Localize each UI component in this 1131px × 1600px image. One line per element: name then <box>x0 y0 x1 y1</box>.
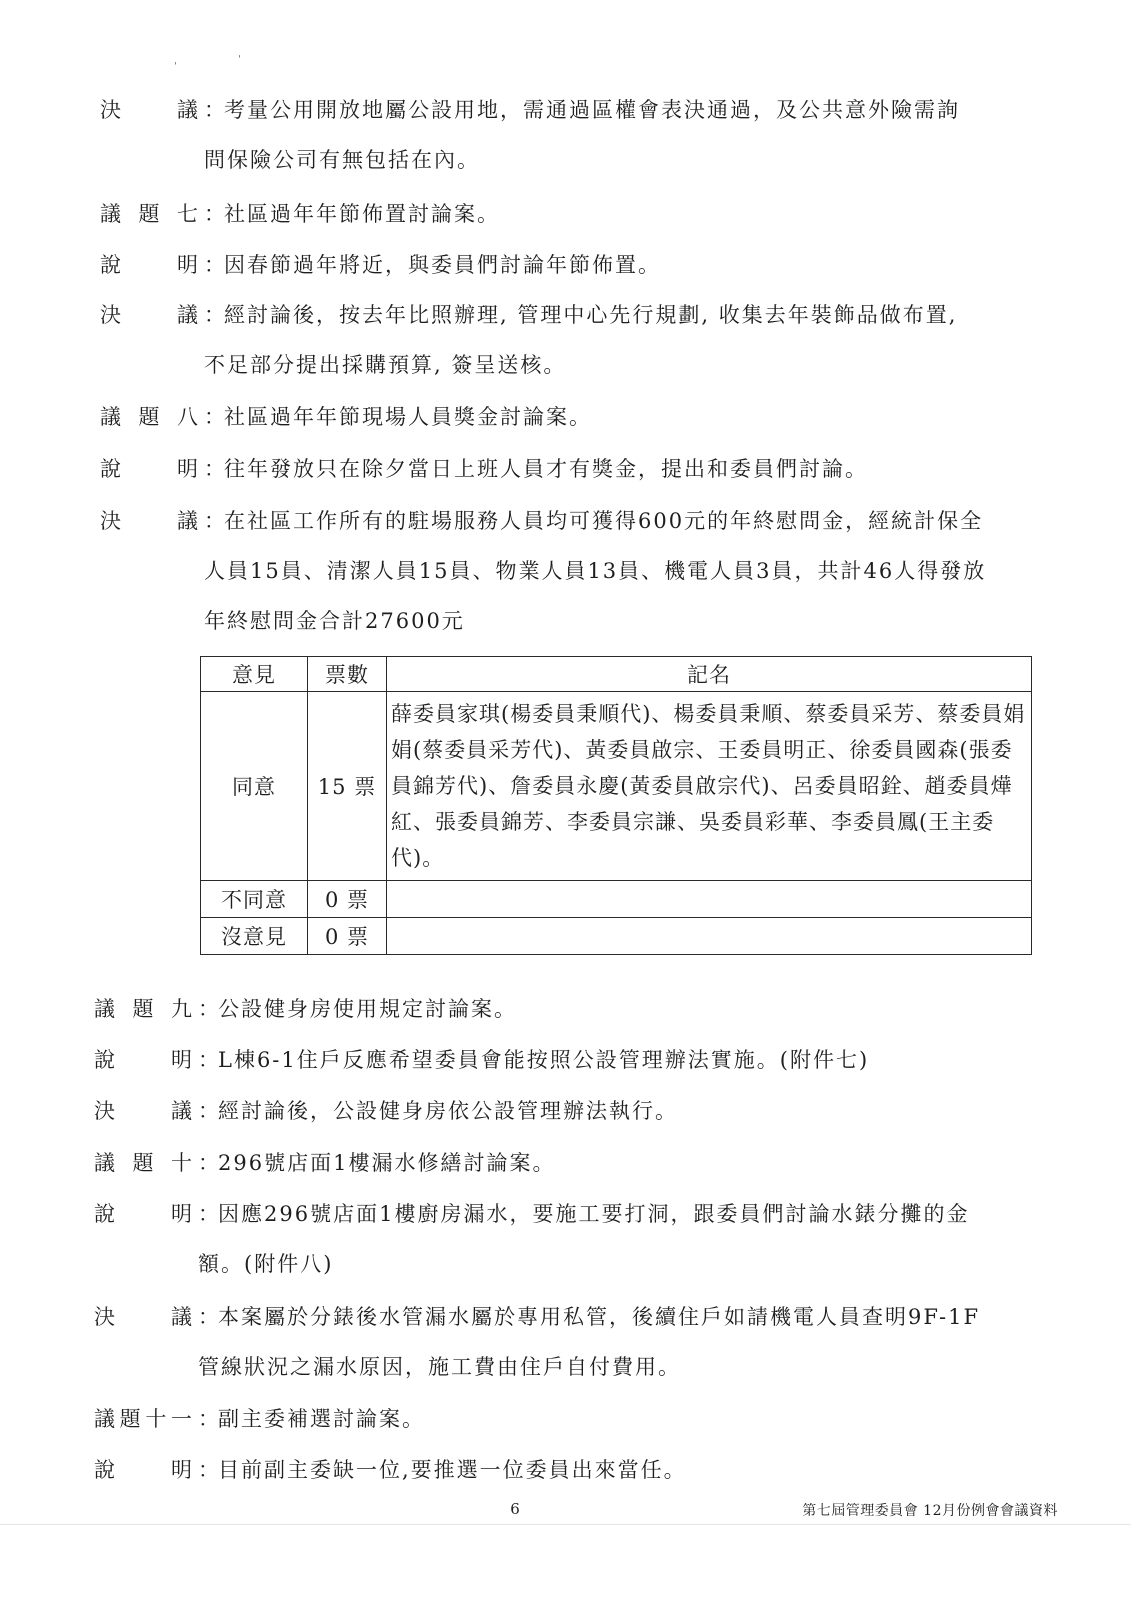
item-text: 公設健身房使用規定討論案。 <box>218 997 517 1021</box>
votes-cell: 0 票 <box>308 881 387 918</box>
label-colon: ： <box>198 1305 221 1329</box>
item-text: 考量公用開放地屬公設用地，需通過區權會表決通過，及公共意外險需詢 <box>224 98 960 122</box>
item-text: 社區過年年節佈置討論案。 <box>224 202 500 226</box>
explanation-line <box>100 250 661 280</box>
item-label: 議題七 <box>100 202 200 226</box>
opinion-cell: 同意 <box>201 692 308 881</box>
label-colon: ： <box>198 1048 221 1072</box>
explanation-line <box>94 1455 687 1485</box>
item-label: 議題十一 <box>94 1407 194 1431</box>
label-colon: ： <box>204 303 227 327</box>
item-text: 目前副主委缺一位,要推選一位委員出來當任。 <box>218 1458 687 1482</box>
opinion-cell: 沒意見 <box>201 918 308 955</box>
item-label: 決 議 <box>94 1305 194 1329</box>
continuation-line <box>204 145 480 175</box>
agenda-item-title <box>100 199 500 229</box>
continuation-line <box>198 1249 333 1279</box>
item-label: 決 議 <box>100 303 200 327</box>
header-opinion: 意見 <box>201 657 308 692</box>
label-colon: ： <box>198 1099 221 1123</box>
label-colon: ： <box>204 98 227 122</box>
item-label: 決 議 <box>100 98 200 122</box>
item-text: 經討論後，按去年比照辦理, 管理中心先行規劃, 收集去年裝飾品做布置, <box>224 303 958 327</box>
label-colon: ： <box>204 509 227 533</box>
resolution-line <box>100 506 983 536</box>
page-number: 6 <box>510 1500 520 1518</box>
footer-divider <box>0 1524 1131 1525</box>
vote-table <box>200 656 1032 955</box>
header-names: 記名 <box>387 657 1032 692</box>
item-label: 說 明 <box>94 1048 194 1072</box>
label-colon: ： <box>198 1151 221 1175</box>
item-text: 社區過年年節現場人員獎金討論案。 <box>224 405 592 429</box>
votes-cell: 15 票 <box>308 692 387 881</box>
continuation-line <box>198 1352 681 1382</box>
item-label: 議題九 <box>94 997 194 1021</box>
continuation-line <box>204 606 465 636</box>
item-text: L棟6-1住戶反應希望委員會能按照公設管理辦法實施。(附件七) <box>218 1048 870 1072</box>
label-colon: ： <box>198 1202 221 1226</box>
label-colon: ： <box>204 457 227 481</box>
explanation-line <box>94 1199 969 1229</box>
label-colon: ： <box>198 1407 221 1431</box>
item-label: 說 明 <box>100 253 200 277</box>
item-text: 人員15員、清潔人員15員、物業人員13員、機電人員3員，共計46人得發放 <box>204 559 987 583</box>
agenda-item-title <box>94 1404 425 1434</box>
resolution-line <box>94 1302 980 1332</box>
label-colon: ： <box>204 202 227 226</box>
footer-doc-title: 第七屆管理委員會 12月份例會會議資料 <box>802 1503 1058 1519</box>
item-text: 副主委補選討論案。 <box>218 1407 425 1431</box>
label-colon: ： <box>204 405 227 429</box>
continuation-line <box>204 556 986 586</box>
item-label: 說 明 <box>94 1458 194 1482</box>
agenda-item-title <box>94 1148 555 1178</box>
item-text: 額。(附件八) <box>198 1252 334 1276</box>
resolution-line <box>94 1096 678 1126</box>
item-label: 議題八 <box>100 405 200 429</box>
votes-cell: 0 票 <box>308 918 387 955</box>
names-cell <box>387 881 1032 918</box>
item-text: 不足部分提出採購預算, 簽呈送核。 <box>204 353 567 377</box>
item-label: 決 議 <box>100 509 200 533</box>
agenda-item-title <box>94 994 517 1024</box>
resolution-line <box>100 95 960 125</box>
scan-speck: ˈ <box>238 55 241 66</box>
table-row <box>201 881 1032 918</box>
resolution-line <box>100 300 957 330</box>
opinion-cell: 不同意 <box>201 881 308 918</box>
names-cell: 薛委員家琪(楊委員秉順代)、楊委員秉順、蔡委員采芳、蔡委員娟娟(蔡委員采芳代)、黃委員啟宗、王委員明正、徐委員國森(張委員錦芳代)、詹委員永慶(黃委員啟宗代)、呂委員昭銓、趙委員燁紅、張委員錦芳、李委員宗謙、吳委員彩華、李委員鳳(王主委代)。 <box>387 692 1032 881</box>
table-row <box>201 692 1032 881</box>
table-row <box>201 918 1032 955</box>
item-text: 往年發放只在除夕當日上班人員才有獎金，提出和委員們討論。 <box>224 457 868 481</box>
explanation-line <box>100 454 868 484</box>
item-text: 問保險公司有無包括在內。 <box>204 148 480 172</box>
scan-speck: ˌ <box>174 55 177 66</box>
agenda-item-title <box>100 402 592 432</box>
label-colon: ： <box>198 997 221 1021</box>
label-colon: ： <box>198 1458 221 1482</box>
names-cell <box>387 918 1032 955</box>
item-label: 決 議 <box>94 1099 194 1123</box>
item-text: 管線狀況之漏水原因，施工費由住戶自付費用。 <box>198 1355 681 1379</box>
continuation-line <box>204 350 566 380</box>
explanation-line <box>94 1045 869 1075</box>
item-label: 議題十 <box>94 1151 194 1175</box>
label-colon: ： <box>204 253 227 277</box>
item-label: 說 明 <box>94 1202 194 1226</box>
item-text: 在社區工作所有的駐場服務人員均可獲得600元的年終慰問金，經統計保全 <box>224 509 984 533</box>
item-text: 因春節過年將近，與委員們討論年節佈置。 <box>224 253 661 277</box>
item-text: 因應296號店面1樓廚房漏水，要施工要打洞，跟委員們討論水錶分攤的金 <box>218 1202 970 1226</box>
header-votes: 票數 <box>308 657 387 692</box>
table-header-row <box>201 657 1032 692</box>
item-text: 年終慰問金合計27600元 <box>204 609 465 633</box>
item-label: 說 明 <box>100 457 200 481</box>
item-text: 本案屬於分錶後水管漏水屬於專用私管，後續住戶如請機電人員查明9F-1F <box>218 1305 981 1329</box>
item-text: 296號店面1樓漏水修繕討論案。 <box>218 1151 556 1175</box>
item-text: 經討論後，公設健身房依公設管理辦法執行。 <box>218 1099 678 1123</box>
